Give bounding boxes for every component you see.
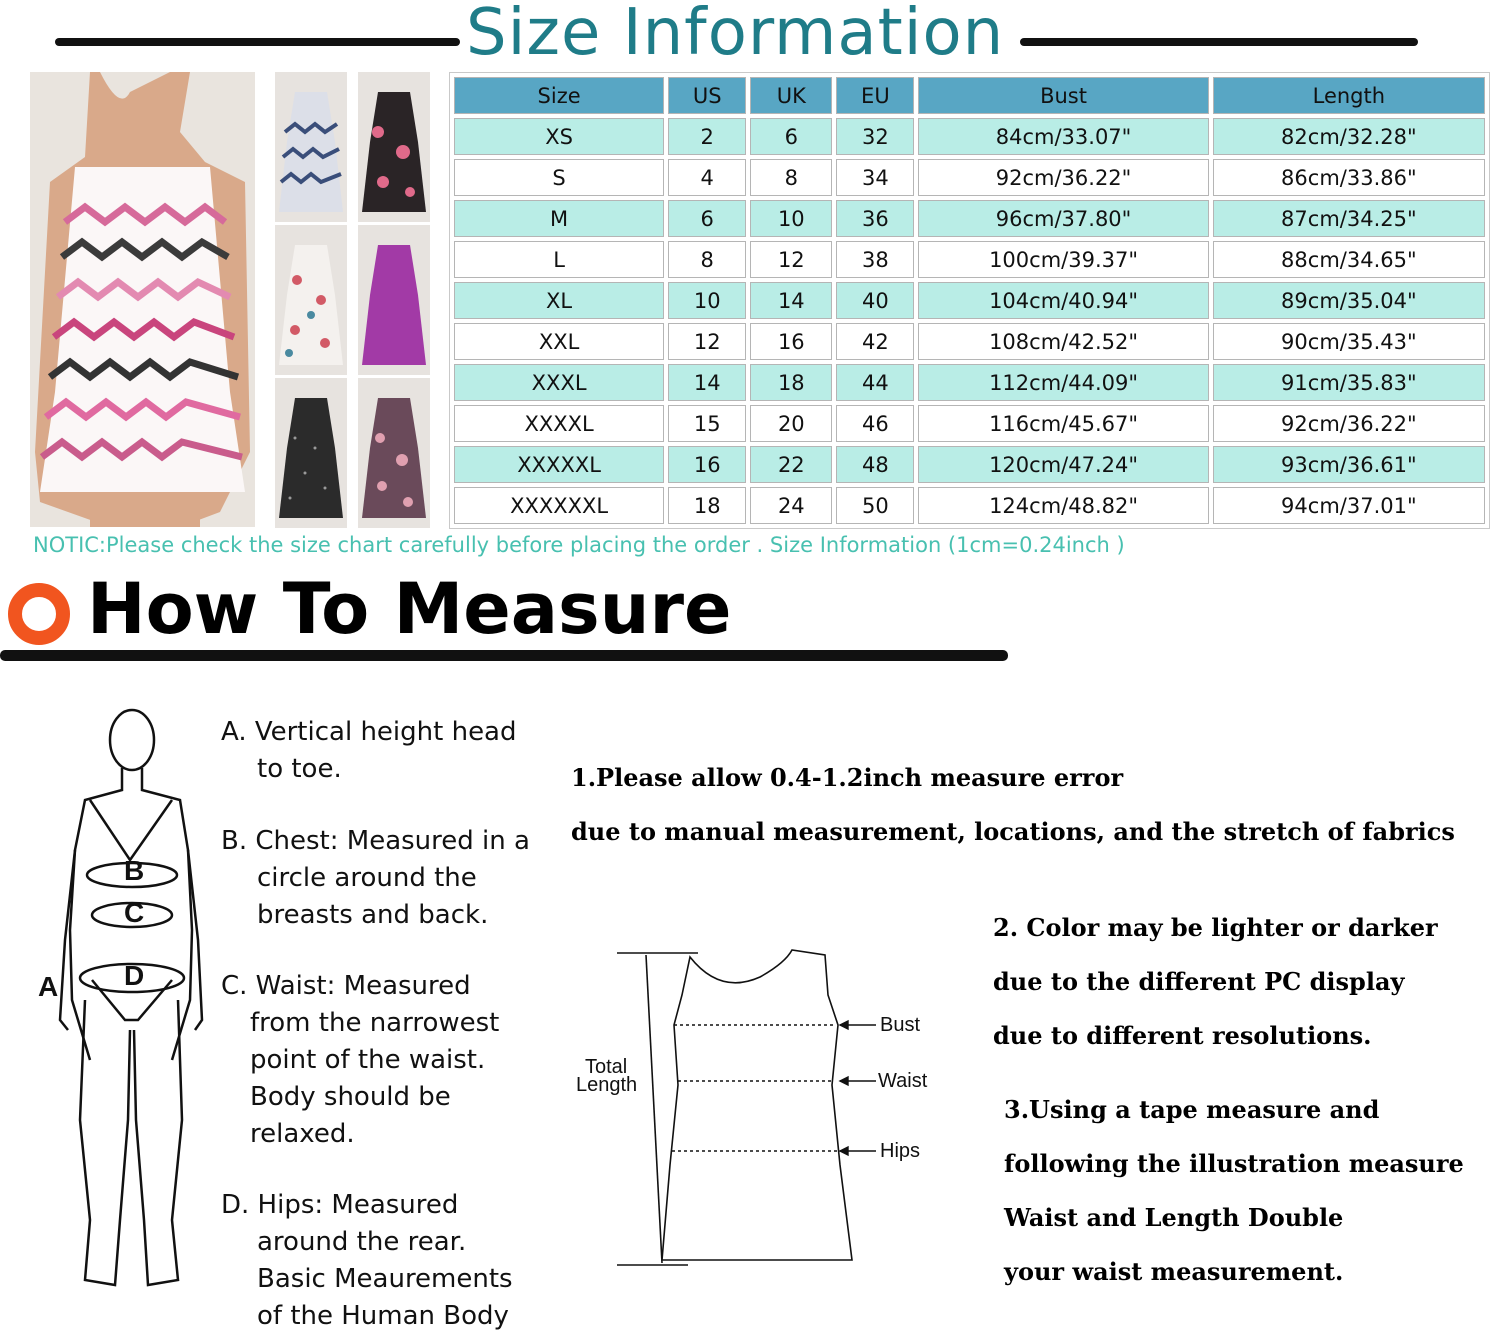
model-dress-illustration [30, 72, 255, 527]
instruction-b [221, 823, 530, 934]
cell-length: 87cm/34.25" [1213, 200, 1485, 237]
instruction-d-line3: Basic Meaurements [257, 1264, 513, 1294]
table-row [454, 241, 1485, 278]
note-1-line2: due to manual measurement, locations, and the stretch of fabrics [571, 817, 1455, 846]
diagram-label-bust: Bust [880, 1014, 921, 1036]
cell-us: 2 [668, 118, 746, 155]
cell-bust: 100cm/39.37" [918, 241, 1208, 278]
figure-label-d: D [124, 960, 145, 991]
diagram-label-length: Length [576, 1074, 638, 1096]
instruction-a [221, 714, 517, 788]
instruction-c-line5: relaxed. [250, 1119, 355, 1149]
cell-size: XXXXXXL [454, 487, 664, 524]
figure-label-b: B [124, 855, 145, 886]
cell-length: 89cm/35.04" [1213, 282, 1485, 319]
cell-bust: 120cm/47.24" [918, 446, 1208, 483]
cell-eu: 46 [836, 405, 914, 442]
column-header-size: Size [454, 77, 664, 114]
figure-label-c: C [124, 897, 145, 928]
cell-length: 88cm/34.65" [1213, 241, 1485, 278]
title-divider-right [1020, 38, 1418, 46]
instruction-d-line1: D. Hips: Measured [221, 1190, 459, 1220]
product-thumb-paisley [358, 378, 430, 528]
size-notice: NOTIC:Please check the size chart carefully before placing the order . Size Information (1cm=0.24inch ) [33, 533, 1125, 557]
instruction-d-line2: around the rear. [257, 1227, 467, 1257]
column-header-length: Length [1213, 77, 1485, 114]
cell-eu: 34 [836, 159, 914, 196]
table-header-row [454, 77, 1485, 114]
instruction-b-line2: circle around the [257, 863, 477, 893]
circle-bullet-icon [8, 583, 70, 645]
cell-eu: 42 [836, 323, 914, 360]
cell-us: 6 [668, 200, 746, 237]
table-row [454, 323, 1485, 360]
cell-size: XS [454, 118, 664, 155]
cell-uk: 14 [750, 282, 832, 319]
cell-length: 90cm/35.43" [1213, 323, 1485, 360]
cell-eu: 44 [836, 364, 914, 401]
note-2-line3: due to different resolutions. [993, 1021, 1372, 1050]
instruction-d-line4: of the Human Body [257, 1301, 509, 1331]
product-photo-main [30, 72, 255, 527]
instruction-a-line2: to toe. [257, 754, 342, 784]
cell-bust: 84cm/33.07" [918, 118, 1208, 155]
size-info-header [0, 0, 1491, 72]
cell-uk: 12 [750, 241, 832, 278]
cell-bust: 112cm/44.09" [918, 364, 1208, 401]
note-3-line3: Waist and Length Double [1004, 1203, 1344, 1232]
instruction-b-line1: B. Chest: Measured in a [221, 826, 530, 856]
diagram-label-waist: Waist [878, 1070, 928, 1092]
cell-bust: 104cm/40.94" [918, 282, 1208, 319]
cell-uk: 20 [750, 405, 832, 442]
note-3-line4: your waist measurement. [1004, 1257, 1344, 1286]
cell-us: 4 [668, 159, 746, 196]
dress-measurement-diagram [570, 935, 950, 1275]
cell-length: 93cm/36.61" [1213, 446, 1485, 483]
cell-uk: 22 [750, 446, 832, 483]
cell-us: 12 [668, 323, 746, 360]
cell-size: XXL [454, 323, 664, 360]
cell-uk: 10 [750, 200, 832, 237]
cell-length: 92cm/36.22" [1213, 405, 1485, 442]
cell-uk: 24 [750, 487, 832, 524]
cell-size: L [454, 241, 664, 278]
cell-size: XL [454, 282, 664, 319]
figure-label-a: A [38, 971, 59, 1002]
page-title: Size Information [466, 0, 1005, 70]
instruction-c-line2: from the narrowest [250, 1008, 500, 1038]
table-row [454, 118, 1485, 155]
cell-eu: 50 [836, 487, 914, 524]
instruction-a-line1: A. Vertical height head [221, 717, 517, 747]
table-row [454, 159, 1485, 196]
product-thumb-floral-black [358, 72, 430, 222]
product-thumb-purple [358, 225, 430, 375]
cell-size: S [454, 159, 664, 196]
instruction-c-line4: Body should be [250, 1082, 451, 1112]
column-header-uk: UK [750, 77, 832, 114]
cell-eu: 36 [836, 200, 914, 237]
table-row [454, 282, 1485, 319]
cell-eu: 48 [836, 446, 914, 483]
cell-us: 18 [668, 487, 746, 524]
cell-length: 94cm/37.01" [1213, 487, 1485, 524]
cell-bust: 116cm/45.67" [918, 405, 1208, 442]
note-2-line2: due to the different PC display [993, 967, 1405, 996]
column-header-us: US [668, 77, 746, 114]
cell-size: XXXXL [454, 405, 664, 442]
column-header-eu: EU [836, 77, 914, 114]
measure-divider [0, 650, 1008, 661]
instruction-b-line3: breasts and back. [257, 900, 489, 930]
table-row [454, 487, 1485, 524]
instruction-c [221, 968, 499, 1153]
title-divider-left [55, 38, 460, 46]
diagram-label-hips: Hips [880, 1140, 921, 1162]
cell-size: M [454, 200, 664, 237]
product-thumb-chevron-blue [275, 72, 347, 222]
cell-length: 86cm/33.86" [1213, 159, 1485, 196]
instruction-c-line3: point of the waist. [250, 1045, 486, 1075]
table-row [454, 405, 1485, 442]
cell-us: 16 [668, 446, 746, 483]
table-row [454, 200, 1485, 237]
cell-uk: 18 [750, 364, 832, 401]
cell-bust: 96cm/37.80" [918, 200, 1208, 237]
cell-eu: 32 [836, 118, 914, 155]
product-thumb-black-dots [275, 378, 347, 528]
cell-length: 91cm/35.83" [1213, 364, 1485, 401]
table-row [454, 446, 1485, 483]
cell-bust: 108cm/42.52" [918, 323, 1208, 360]
product-thumb-floral-white [275, 225, 347, 375]
cell-length: 82cm/32.28" [1213, 118, 1485, 155]
column-header-bust: Bust [918, 77, 1208, 114]
cell-eu: 38 [836, 241, 914, 278]
cell-uk: 8 [750, 159, 832, 196]
cell-bust: 92cm/36.22" [918, 159, 1208, 196]
cell-us: 10 [668, 282, 746, 319]
instruction-c-line1: C. Waist: Measured [221, 971, 471, 1001]
table-row [454, 364, 1485, 401]
cell-uk: 16 [750, 323, 832, 360]
cell-us: 8 [668, 241, 746, 278]
instruction-d [221, 1187, 513, 1335]
measure-section-title: How To Measure [87, 568, 732, 650]
cell-size: XXXL [454, 364, 664, 401]
note-1-line1: 1.Please allow 0.4-1.2inch measure error [571, 763, 1124, 792]
cell-eu: 40 [836, 282, 914, 319]
body-outline-figure [30, 700, 210, 1300]
cell-size: XXXXXL [454, 446, 664, 483]
cell-bust: 124cm/48.82" [918, 487, 1208, 524]
size-chart-table [449, 72, 1490, 529]
diagram-label-total: Total [585, 1056, 628, 1078]
cell-us: 14 [668, 364, 746, 401]
note-3-line2: following the illustration measure [1004, 1149, 1464, 1178]
note-2-line1: 2. Color may be lighter or darker [993, 913, 1438, 942]
cell-us: 15 [668, 405, 746, 442]
note-3-line1: 3.Using a tape measure and [1004, 1095, 1380, 1124]
cell-uk: 6 [750, 118, 832, 155]
